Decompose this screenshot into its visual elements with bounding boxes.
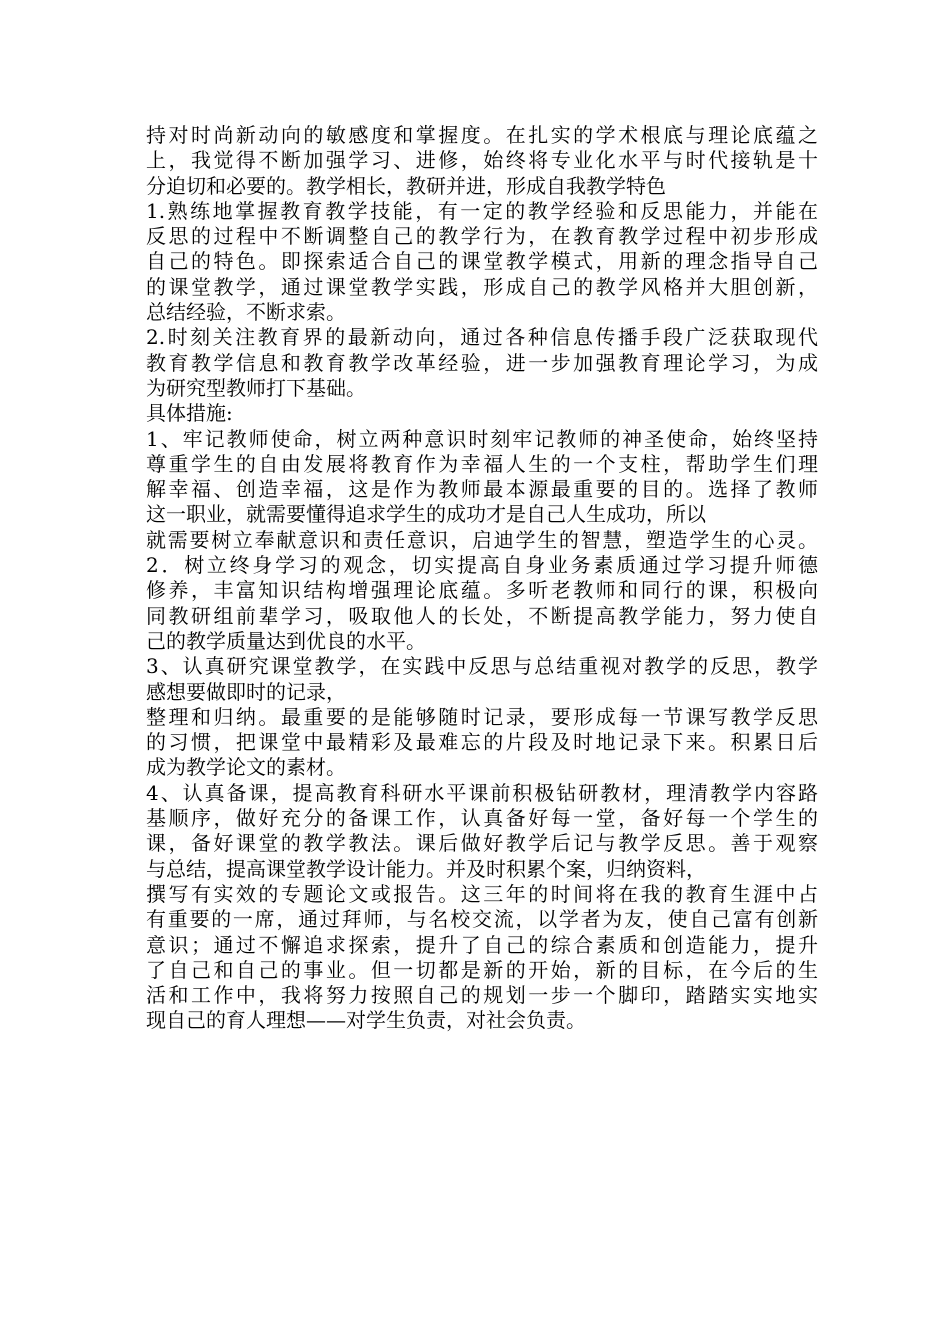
text-line: 具体措施:: [146, 401, 233, 426]
text-line: 教育教学信息和教育教学改革经验，进一步加强教育理论学习，为成: [146, 350, 818, 375]
text-line: 尊重学生的自由发展将教育作为幸福人生的一个支柱，帮助学生们理: [146, 451, 818, 476]
text-line: 分迫切和必要的。教学相长，教研并进，形成自我教学特色: [146, 173, 666, 198]
text-line: 撰写有实效的专题论文或报告。这三年的时间将在我的教育生涯中占: [146, 881, 818, 906]
text-line: 感想要做即时的记录，: [146, 679, 346, 704]
text-line: 4、认真备课，提高教育科研水平课前积极钻研教材，理清教学内容路: [146, 780, 818, 805]
text-line: 了自己和自己的事业。但一切都是新的开始，新的目标，在今后的生: [146, 957, 818, 982]
text-line: 就需要树立奉献意识和责任意识，启迪学生的智慧，塑造学生的心灵。: [146, 527, 818, 552]
text-line: 持对时尚新动向的敏感度和掌握度。在扎实的学术根底与理论底蕴之: [146, 123, 818, 147]
text-line: 现自己的育人理想——对学生负责，对社会负责。: [146, 1008, 586, 1033]
text-line: 1、牢记教师使命，树立两种意识时刻牢记教师的神圣使命，始终坚持: [146, 426, 818, 451]
text-line: 课，备好课堂的教学教法。课后做好教学后记与教学反思。善于观察: [146, 831, 818, 856]
text-line: 为研究型教师打下基础。: [146, 375, 366, 400]
text-line: 的课堂教学，通过课堂教学实践，形成自己的教学风格并大胆创新，: [146, 274, 818, 299]
text-line: 活和工作中，我将努力按照自己的规划一步一个脚印，踏踏实实地实: [146, 983, 818, 1008]
text-line: 有重要的一席，通过拜师，与名校交流，以学者为友，使自己富有创新: [146, 907, 818, 932]
text-line: 修养，丰富知识结构增强理论底蕴。多听老教师和同行的课，积极向: [146, 578, 818, 603]
text-line: 上，我觉得不断加强学习、进修，始终将专业化水平与时代接轨是十: [146, 148, 818, 173]
text-line: 1.熟练地掌握教育教学技能，有一定的教学经验和反思能力，并能在: [146, 198, 818, 223]
text-line: 整理和归纳。最重要的是能够随时记录，要形成每一节课写教学反思: [146, 704, 818, 729]
text-line: 总结经验，不断求索。: [146, 300, 346, 325]
text-line: 这一职业，就需要懂得追求学生的成功才是自己人生成功，所以: [146, 502, 706, 527]
text-line: 成为教学论文的素材。: [146, 755, 346, 780]
text-line: 自己的特色。即探索适合自己的课堂教学模式，用新的理念指导自己: [146, 249, 818, 274]
text-line: 2．树立终身学习的观念，切实提高自身业务素质通过学习提升师德: [146, 553, 818, 578]
text-line: 的习惯，把课堂中最精彩及最难忘的片段及时地记录下来。积累日后: [146, 730, 818, 755]
text-line: 反思的过程中不断调整自己的教学行为，在教育教学过程中初步形成: [146, 224, 818, 249]
text-line: 基顺序，做好充分的备课工作，认真备好每一堂，备好每一个学生的: [146, 806, 818, 831]
text-line: 意识；通过不懈追求探索，提升了自己的综合素质和创造能力，提升: [146, 932, 818, 957]
text-line: 同教研组前辈学习，吸取他人的长处，不断提高教学能力，努力使自: [146, 603, 818, 628]
text-line: 与总结，提高课堂教学设计能力。并及时积累个案，归纳资料，: [146, 856, 706, 881]
text-line: 己的教学质量达到优良的水平。: [146, 628, 426, 653]
document-body: [146, 123, 818, 1034]
text-line: 2.时刻关注教育界的最新动向，通过各种信息传播手段广泛获取现代: [146, 325, 818, 350]
text-line: 解幸福、创造幸福，这是作为教师最本源最重要的目的。选择了教师: [146, 477, 818, 502]
text-line: 3、认真研究课堂教学，在实践中反思与总结重视对教学的反思，教学: [146, 654, 818, 679]
